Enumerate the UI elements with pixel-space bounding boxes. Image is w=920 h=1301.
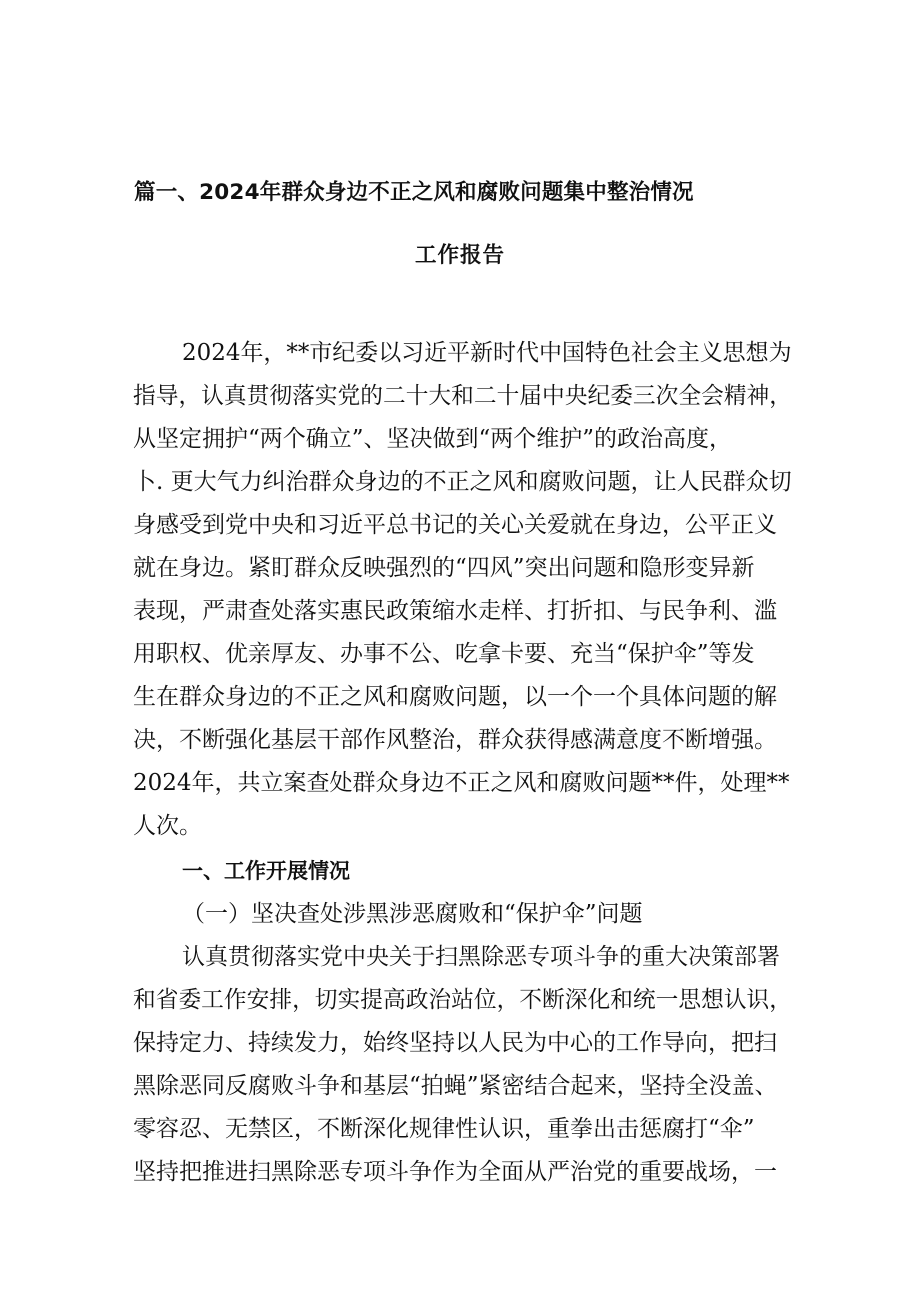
text-line: 用职权、优亲厚友、办事不公、吃拿卡要、充当“保护伞”等发 (133, 641, 755, 667)
text-line: 认真贯彻落实党中央关于扫黑除恶专项斗争的重大决策部署 (182, 944, 780, 970)
text-line: 就在身边。紧盯群众反映强烈的“四风”突出问题和隐形变异新 (133, 555, 755, 581)
text-line: 身感受到党中央和习近平总书记的关心关爱就在身边，公平正义 (133, 512, 777, 538)
section-heading: 一、工作开展情况 (182, 859, 350, 883)
text-line: 指导，认真贯彻落实党的二十大和二十届中央纪委三次全会精神， (133, 383, 792, 409)
text-line: 和省委工作安排，切实提高政治站位，不断深化和统一思想认识， (133, 987, 792, 1013)
text-line: 黑除恶同反腐败斗争和基层“拍蝇”紧密结合起来，坚持全没盖、 (133, 1073, 778, 1099)
text-line: 从坚定拥护“两个确立”、坚决做到“两个维护”的政治高度， (133, 426, 733, 452)
text-line: 卜. 更大气力纠治群众身边的不正之风和腐败问题，让人民群众切 (133, 469, 792, 495)
document-title-line1: 篇一、2024年群众身边不正之风和腐败问题集中整治情况 (134, 180, 694, 205)
text-line: 表现，严肃查处落实惠民政策缩水走样、打折扣、与民争利、滥 (133, 598, 777, 624)
text-line: 2024年，**市纪委以习近平新时代中国特色社会主义思想为 (182, 340, 792, 366)
text-line: 决，不断强化基层干部作风整治，群众获得感满意度不断增强。 (133, 727, 777, 753)
text-line: 生在群众身边的不正之风和腐败问题，以一个一个具体问题的解 (133, 684, 777, 710)
document-title-line2: 工作报告 (414, 243, 505, 268)
text-line: 人次。 (133, 813, 202, 839)
text-line: 坚持把推进扫黑除恶专项斗争作为全面从严治党的重要战场，一 (133, 1159, 777, 1185)
text-line: 保持定力、持续发力，始终坚持以人民为中心的工作导向，把扫 (133, 1030, 777, 1056)
text-line: 零容忍、无禁区，不断深化规律性认识，重拳出击惩腐打“伞” (133, 1116, 755, 1142)
subsection-heading: （一）坚决查处涉黑涉恶腐败和“保护伞”问题 (182, 901, 643, 927)
text-line: 2024年，共立案查处群众身边不正之风和腐败问题**件，处理** (133, 770, 790, 796)
